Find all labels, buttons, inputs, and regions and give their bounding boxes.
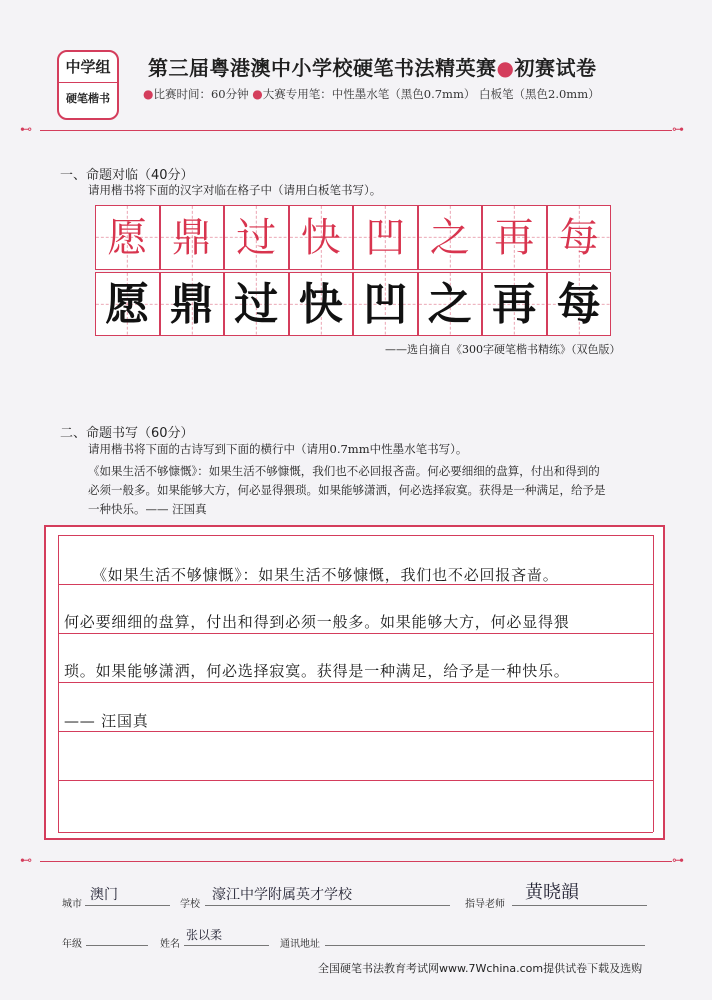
title-main: 第三届粤港澳中小学校硬笔书法精英赛 <box>148 56 497 80</box>
copied-char: 凹 <box>363 278 408 330</box>
copied-char: 每 <box>556 278 601 330</box>
title-tail: 初赛试卷 <box>514 56 597 80</box>
exam-info <box>143 86 600 102</box>
copied-char: 愿 <box>105 278 150 330</box>
scroll-ornament-icon: ⊶ <box>672 853 684 867</box>
handwriting-line: 何必要细细的盘算，付出和得到必须一般多。如果能够大方，何必显得猥 <box>64 613 570 631</box>
footer-divider <box>40 861 672 862</box>
copied-char: 再 <box>492 278 537 330</box>
copy-char-cell <box>353 272 418 337</box>
source-note: ——选自摘自《300字硬笔楷书精练》（双色版） <box>385 343 621 356</box>
poem-line: 《如果生活不够慷慨》：如果生活不够慷慨，我们也不必回报吝啬。何必要细细的盘算，付出和得到的 <box>88 464 600 478</box>
model-char: 过 <box>236 215 277 261</box>
writing-line <box>58 832 653 833</box>
exam-pen: 大赛专用笔：中性墨水笔（黑色0.7mm） 白板笔（黑色2.0mm） <box>262 87 600 101</box>
copy-char-cell <box>95 272 160 337</box>
model-char-cell <box>95 205 160 270</box>
scroll-ornament-icon: ⊷ <box>20 122 32 136</box>
model-char-cell <box>418 205 483 270</box>
model-char: 之 <box>429 215 470 261</box>
badge-style-label: 硬笔楷书 <box>66 92 110 105</box>
copy-char-cell <box>418 272 483 337</box>
copy-char-cell <box>289 272 354 337</box>
name-underline <box>184 945 269 946</box>
address-underline <box>325 945 645 946</box>
handwriting-line: —— 汪国真 <box>64 712 149 730</box>
city-value: 澳门 <box>90 887 118 903</box>
poem-line: 一种快乐。—— 汪国真 <box>88 502 207 516</box>
teacher-underline <box>512 905 647 906</box>
school-value: 濠江中学附属英才学校 <box>212 887 352 903</box>
credit-line: 全国硬笔书法教育考试网www.7Wchina.com提供试卷下载及选购 <box>318 962 643 975</box>
section1-title: 一、命题对临（40分） <box>60 168 194 183</box>
bullet-icon: ● <box>143 87 154 101</box>
teacher-label: 指导老师 <box>465 899 505 910</box>
badge-group-label: 中学组 <box>59 52 117 83</box>
name-value: 张以柔 <box>186 928 223 942</box>
scroll-ornament-icon: ⊷ <box>20 853 32 867</box>
section2-instruction: 请用楷书将下面的古诗写到下面的横行中（请用0.7mm中性墨水笔书写）。 <box>88 442 468 456</box>
header-divider <box>40 130 672 131</box>
model-char-cell <box>353 205 418 270</box>
title-dot: ● <box>496 56 515 80</box>
copied-char: 鼎 <box>169 278 214 330</box>
copy-char-cell <box>482 272 547 337</box>
model-char: 再 <box>494 215 535 261</box>
copied-char: 之 <box>427 278 472 330</box>
model-char-cell <box>224 205 289 270</box>
writing-line <box>58 633 653 634</box>
model-char: 凹 <box>365 215 406 261</box>
model-char: 快 <box>300 215 341 261</box>
scroll-ornament-icon: ⊶ <box>672 122 684 136</box>
section1-instruction: 请用楷书将下面的汉字对临在格子中（请用白板笔书写）。 <box>88 183 382 197</box>
model-char-cell <box>160 205 225 270</box>
school-label: 学校 <box>180 899 200 910</box>
handwriting-line: 琐。如果能够潇洒，何必选择寂寞。获得是一种满足，给予是一种快乐。 <box>64 662 570 680</box>
city-label: 城市 <box>62 899 82 910</box>
writing-area <box>44 525 665 840</box>
writing-line <box>58 780 653 781</box>
bullet-icon: ● <box>252 87 263 101</box>
writing-line <box>58 731 653 732</box>
margin-line <box>58 535 59 832</box>
copied-char: 过 <box>234 278 279 330</box>
paper-title <box>148 52 596 81</box>
handwriting-line: 《如果生活不够慷慨》：如果生活不够慷慨，我们也不必回报吝啬。 <box>92 566 559 584</box>
margin-line <box>653 535 654 832</box>
grade-underline <box>86 945 148 946</box>
model-char: 鼎 <box>171 215 212 261</box>
school-underline <box>205 905 450 906</box>
name-label: 姓名 <box>160 939 180 950</box>
copy-grid <box>95 205 615 337</box>
model-char-cell <box>482 205 547 270</box>
exam-time: 比赛时间：60分钟 <box>153 87 249 101</box>
writing-line <box>58 682 653 683</box>
model-char-cell <box>289 205 354 270</box>
copied-char: 快 <box>298 278 343 330</box>
teacher-value: 黄晓韻 <box>525 882 579 903</box>
copy-char-cell <box>160 272 225 337</box>
poem-line: 必须一般多。如果能够大方，何必显得猥琐。如果能够潇洒，何必选择寂寞。获得是一种满足，给予是 <box>88 483 606 497</box>
copy-char-cell <box>547 272 612 337</box>
model-char: 每 <box>558 215 599 261</box>
section2-title: 二、命题书写（60分） <box>60 426 194 441</box>
model-char-cell <box>547 205 612 270</box>
model-char: 愿 <box>107 215 148 261</box>
grade-label: 年级 <box>62 939 82 950</box>
copy-char-cell <box>224 272 289 337</box>
address-label: 通讯地址 <box>280 939 320 950</box>
writing-line <box>58 535 653 536</box>
group-badge <box>57 50 119 120</box>
city-underline <box>85 905 170 906</box>
